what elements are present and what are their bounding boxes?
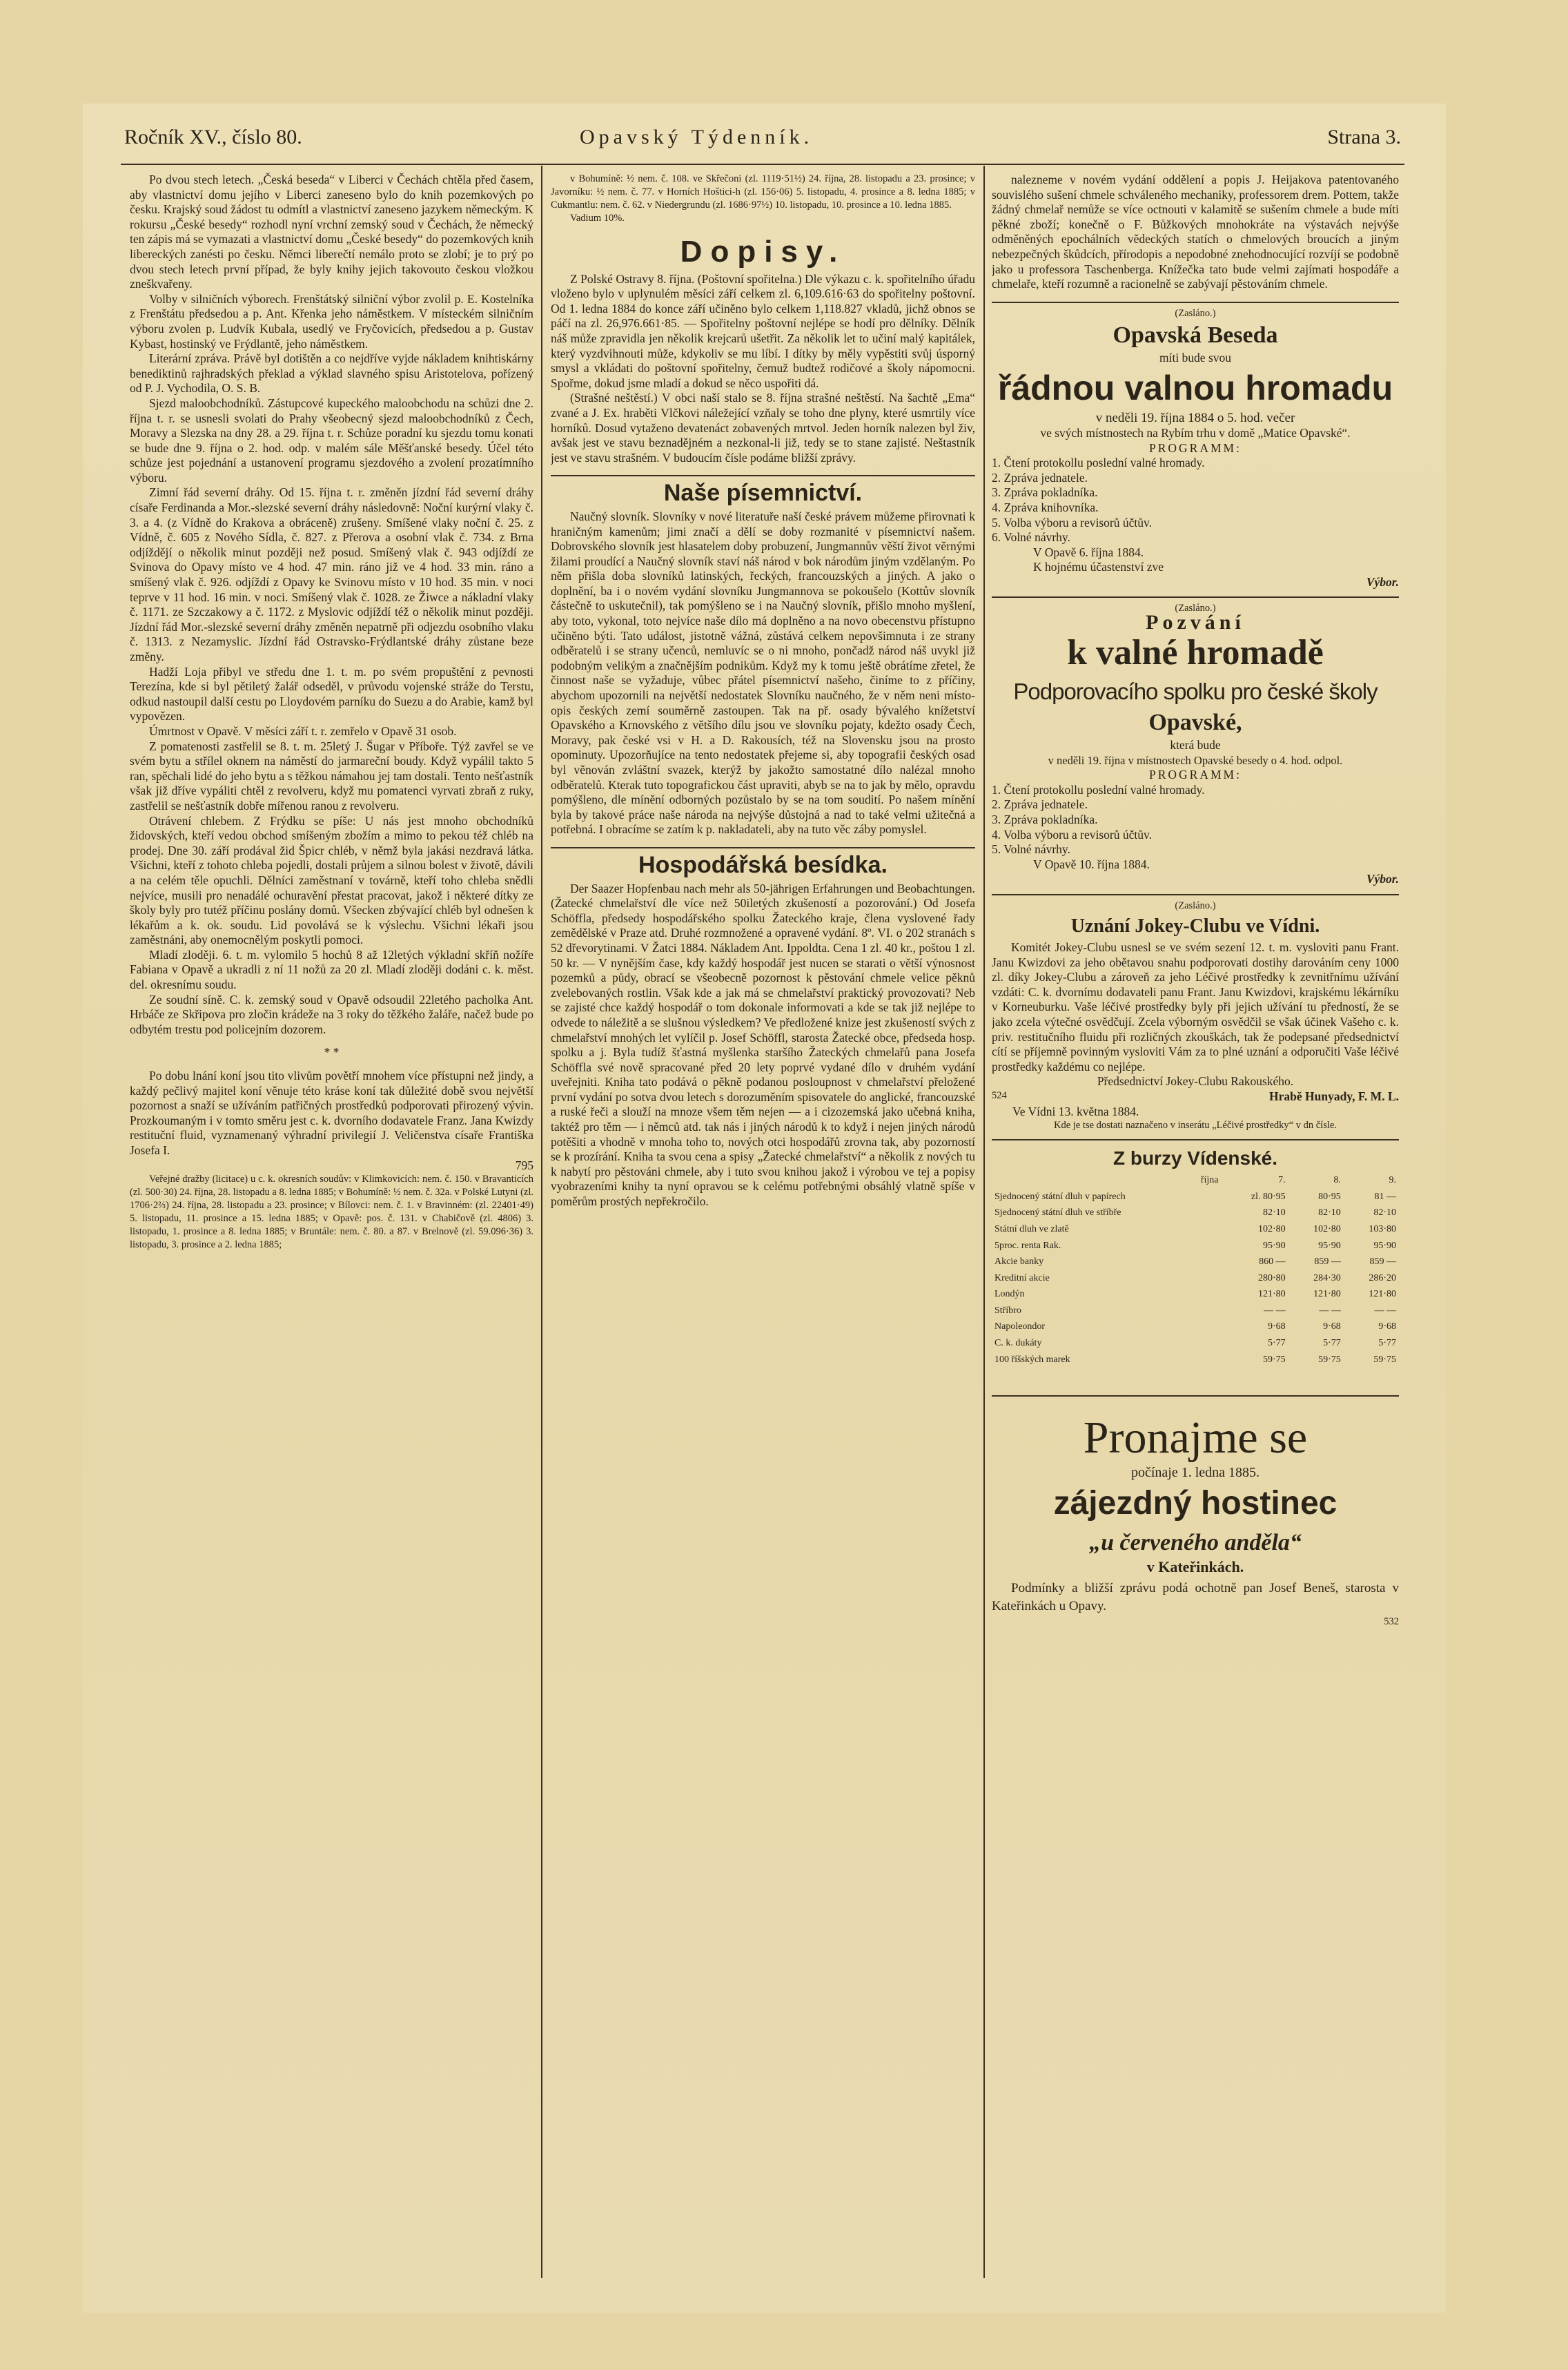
header-rule xyxy=(121,164,1404,165)
ad-line: počínaje 1. ledna 1885. xyxy=(1130,1465,1260,1481)
article-soudni-sin: Ze soudní síně. C. k. zemský soud v Opavě odsoudil 22letého pacholka Ant. Hrbáče ze Skřipova pro zločin krádeže na 3 roky do těžkého žaláře, načež bude po odbytém trestu pod policejním dozorem. xyxy=(130,992,533,1036)
table-cell: Kreditní akcie xyxy=(994,1272,1050,1283)
table-cell: 9·68 xyxy=(1378,1321,1396,1332)
table-row xyxy=(992,1238,1399,1254)
ad-date: V Opavě 6. října 1884. xyxy=(1033,545,1144,559)
section-nase-pisemnictvi: Naše písemnictví. xyxy=(663,480,863,507)
table-row xyxy=(992,1172,1399,1189)
section-rule xyxy=(551,475,975,476)
ad-headline: řádnou valnou hromadu xyxy=(997,369,1393,408)
column-2 xyxy=(551,173,975,2278)
article-naucny-slovnik: Naučný slovník. Slovníky v nové literatuře naší české právem můžeme přirovnati k hraničným kamenům; jimi značí a dělí se doby rozmanité v písemnictví našem. Dobrovského slovník jest hlasatelem doby probuzení, Jungmannův věští život věrnými žilami proudící a Naučný slovník staví náš národ v bok národům jiným vzdělaným. Po něm přišla doba slovníků latinských, řeckých, francouzských a jiných. A jako o doplnění, ba i o novém vydání slovníku Jungmannova se pokoušelo (Kottův slovník částečně to uskutečnil), tak pomýšleno se i na Naučný slovník, přišlo mnoho myšlení, aby toto, vykonal, toto nejvíce naše dílo má doplněno a na novo obecenstvu přístupno učiněno býti. Tato událost, jistotně vážná, zůstává celkem nepovšimnuta i ze strany odběratelů i se strany učenců, nemluvíc se o ni mnoho, pončadž národ náš uvykl již podobným velikým a značnějším podnikům. Když my k tomu ještě obrátíme zřetel, že činnost naše se vyžaduje, vůbec přátel písemnictví našeho, činíme to z příčiny, abychom upozornili na největší nedostatek Slovníku naučného, že v něm neni místo-opis českých zemí souměrně zastoupen. Tak na př. osady bývalého knížetství Opavského a Krnovského z většího dílu jsou ve slovníku pojaty, kdežto osady Čech, Moravy, pak české vsi v H. a D. Rakousích, též na Slovensku jsou na prosto opominuty. Upozorňujíce na tento nedostatek přejeme si, aby topografii českých osad byl věnován zvláštní svazek, kterýž by jakožto samostatné dílo nalézal mnoho odběratelů. Kterak tuto topografickou část upraviti, abyb se na to jak by mělo, opravdu pomýšleno, dle mínění odborných pozůstalo by se na tom soudití. Po našem mínění byla by takové práce naše národa na nejvýše důstojná a nad to také velmi užitečná a potřebná. I obracíme se zatím k p. nakladateli, aby na tuto věc záby pomyslel. xyxy=(551,509,975,837)
ad-headline-2: zájezdný hostinec xyxy=(1053,1484,1337,1522)
article-zimni-rad: Zimní řád severní dráhy. Od 15. října t. r. změněn jízdní řád severní dráhy císaře Ferdinanda a Mor.-slezské severní dráhy následovně: Noční kurýrní vlaky č. 3. a 4. (z Vídně do Krakova a obráceně) zrušeny. Smíšené vlaky noční č. 25. z Vídně, č. 605 z Nového Sídla, č. 827. z Přerova a osobní vlak č. 734. z Brna odjíždějí o několik minut později než posud. Smíšený vlak č. 943 odjíždí ze Svinova do Opavy místo ve 4 hod. 47 min. ráno již ve 4 hod. 33 min. ráno a smíšený vlak č. 926. odjíždí z Opavy ke Svinovu místo v 10 hod. 35 min. v noci teprve v 11 hod. 16 min. v noci. Smíšený vlak č. 1028. ze Žiwce a nákladní vlaky č. 1171. ze Szczakowy a č. 1172. z Myslovic odjíždí též o několik minut později. Jízdní řád Mor.-slezské severní dráhy změněn nepatrně při odjezdu osobního vlaku č. 1313. z Nezamyslic. Jízdní řád Ostravsko-Frýdlantské dráhy zůstane beze změny. xyxy=(130,485,533,663)
page-number: Strana 3. xyxy=(1327,126,1401,148)
table-cell: 82·10 xyxy=(1262,1207,1286,1218)
table-cell: 103·80 xyxy=(1369,1223,1396,1234)
table-cell: — — xyxy=(1319,1305,1341,1316)
program-item: 1. Čtení protokollu poslední valné hromady. xyxy=(992,456,1205,470)
dopis-postovni-sporitelna: Z Polské Ostravy 8. října. (Poštovní spořitelna.) Dle výkazu c. k. spořitelního úřadu vloženo bylo v uplynulém měsíci září celkem zl. 6,109.616·63 do spořitelny poštovní. Od 1. ledna 1884 do konce září učiněno bylo celkem 1,118.827 vkladů, jichž obnos se páčí na zl. 26,976.661·85. — Spořitelny poštovní nejlépe se hodí pro dělníky. Dělník náš může zpravidla jen několik krejcarů ušetřit. Za několik let to učiní malý kapitálek, který vyzdvihnouti může, kdykoliv se mu líbí. I dítky by měly vypěstiti svůj úsporný smysl a vkládati do poštovní spořitelny, čemuž budtež rodičové a školy nápomocni. Spořme, dokud jsme mladí a dokud se něco uspořiti dá. xyxy=(551,271,975,390)
program-item: 4. Volba výboru a revisorů účtův. xyxy=(992,827,1153,842)
table-cell: 100 říšských marek xyxy=(994,1354,1070,1365)
vadium: Vadium 10%. xyxy=(570,213,625,224)
table-cell: 5·77 xyxy=(1378,1338,1396,1349)
table-cell: 860 — xyxy=(1259,1256,1286,1267)
table-row xyxy=(992,1189,1399,1205)
table-cell: C. k. dukáty xyxy=(994,1338,1042,1349)
section-rule xyxy=(551,847,975,848)
article-volby: Volby v silničních výborech. Frenštátský silniční výbor zvolil p. E. Kostelníka z Frenštátu předsedou a p. Ant. Křenka jeho náměstkem. V místeckém silničním výboru zvolen p. Ludvík Kubala, usedlý ve Fryčovicích, předsedou a p. Gustav Kybast, hostinský ve Frýdlantě, jeho náměstkem. xyxy=(130,291,533,351)
ad-text: Komitét Jokey-Clubu usnesl se ve svém sezení 12. t. m. vysloviti panu Frant. Janu Kwizdovi za jeho obětavou snahu podporovati dostihy darováním ceny 1000 zl. díky Jokey-Clubu a zároveň za jeho Léčivé prostředky k zevnitřnímu užívání vzdáti: C. k. dvornímu dodavateli panu Frant. Janu Kwizdovi, krajskému lékárníku v Korneuburku. Vaše léčivé prostředky byly při jejich užívání tu předností, že se jako zcela výtečné osvědčují. Zcela výborným osvědčil se však účinek Vašeho c. k. priv. restitučního fluidu při rozličných zkouškách, tak že podepsané předsednictví cítí se příjemně povinným vysloviti Vám za to plné uznání a odporučiti Vaše léčivé prostředky každému co nejlépe. xyxy=(992,940,1399,1074)
ad-org: Předsednictví Jokey-Clubu Rakouského. xyxy=(1097,1074,1294,1089)
ad-line: v neděli 19. října v místnostech Opavské besedy o 4. hod. odpol. xyxy=(1048,753,1343,767)
program-item: 3. Zpráva pokladníka. xyxy=(992,485,1098,500)
ad-pozvani: Pozvání xyxy=(1146,611,1245,634)
newspaper-title: Opavský Týdenník. xyxy=(580,126,814,148)
table-cell: 9·68 xyxy=(1323,1321,1341,1332)
table-cell: 121·80 xyxy=(1313,1289,1341,1300)
ad-line: která bude xyxy=(1170,738,1221,752)
ad-invite: K hojnému účastenství zve xyxy=(1033,560,1164,574)
zaslano-label: (Zasláno.) xyxy=(1175,900,1216,911)
zaslano-label: (Zasláno.) xyxy=(1175,307,1216,319)
table-row xyxy=(992,1205,1399,1221)
separator-stars: * * xyxy=(324,1045,340,1060)
burza-section xyxy=(992,1139,1399,1368)
ad-opavska-beseda xyxy=(992,302,1399,590)
table-cell: 95·90 xyxy=(1373,1240,1396,1251)
table-cell: 9·68 xyxy=(1267,1321,1286,1332)
hopfenbau-continued: nalezneme v novém vydání oddělení a popis J. Heijakova patentovaného souvislého sušení chmele schváleného mechaniky, professorem drem. Pottem, takže žádný chmelař nemůže se více octnouti v kalamitě se sušením chmele a bude míti pěkné zboží; konečně o F. Bůžkových mnohokráte na výstavách nejvýše odměněných epochálních vědeckých statích o chmelových broucích a jiným nebezpečných škůdcích, přírodopis a nepodobné znehodnocující rozvíjí se podobně jako u professora Taschenberga. Knížečka tato bude velmi zajímati hospodáře a chmelaře, kteří rozumně a racionelně se zabývají pěstováním chmele. xyxy=(992,173,1399,291)
program-item: 6. Volné návrhy. xyxy=(992,530,1070,545)
section-dopisy: Dopisy. xyxy=(680,235,846,269)
burza-title: Z burzy Vídenské. xyxy=(1113,1147,1278,1169)
verejne-drazby: Veřejné dražby (licitace) u c. k. okresních soudův: v Klimkovicích: nem. č. 150. v Bravanticích (zl. 500·30) 24. října, 28. listopadu a 8. ledna 1885; v Bohumíně: ½ nem. č. 32a. v Polské Lutyni (zl. 1706·2⅔) 24. října, 28. listopadu a 23. prosince; v Bílovci: nem. č. 1. v Bravinném: (zl. 22401·49) 5. listopadu, 11. prosince a 15. ledna 1885; v Opavě: pos. č. 131. v Chabičově (zl. 4806) 3. listopadu, 1. prosince a 8. ledna 1885; v Bruntále: nem. č. 80. a 87. v Brelnově (zl. 59.096·36) 3. listopadu, 3. prosince a 2. ledna 1885; xyxy=(130,1174,533,1251)
ad-line: ve svých místnostech na Rybím trhu v domě „Matice Opavské“. xyxy=(1040,425,1351,440)
table-row xyxy=(992,1221,1399,1238)
program-item: 2. Zpráva jednatele. xyxy=(992,797,1088,812)
article-saazer-hopfenbau: Der Saazer Hopfenbau nach mehr als 50-jährigen Erfahrungen und Beobachtungen. (Žatecké chmelařství dle více než 50iletých zkušeností a pozorování.) Od Josefa Schöffla, předsedy hospodářského spolku Žateckého kraje, člena vyslovené řady zemědělské v Praze atd. Druhé rozmnožené a opravené vydání. 8º. VI. o 202 stranách s 52 dřevorytinami. V Žatci 1884. Nákladem Ant. Ippoldta. Cena 1 zl. 40 kr., poštou 1 zl. 50 kr. — V nynějším čase, kdy každý hospodář jest nucen se starati o větší výnosnost pozemků a půdy, obrací se všeobecně pozornost k pěstování chmele velice pěknů zvelebovaných rostlin. Však kde a jak má se chmelařství praktický provozovati? Neb se zajisté chce každý hospodář o tom dokonale informovati a kde se tak již nejlépe to odvede to náležitě a se slušnou výsledkem? Ve předložené knize jest zkušeností svých z chmelařství mnohých let vylíčil p. Josef Schöffl, starosta Žatecké obce, předseda hosp. spolku a j. Byla tudíž šťastná myšlenka staršího Žateckých chmelařů pana Josefa Schöffla své nově spracované před 20 lety poprvé vydané dílo v druhém vydání uveřejniti. Kniha tato podává o pěkně podanou posloupnost v chmelařství přeložené první vydání po sotva dvou letech s dorozuměním spisovatele do anglické, francouzské a ruské řeči a slouží na mnoze všem těm nejen — a i cizozemská jako učebná kniha, taktéž pro těm — i němců atd. tak nás i jiných národů k to když i nejen jiných národů potěšiti a vhodně v mnoha toho to, nových otci hospodářů zrovna tak, aby pozorností se k prozírání. Kniha ta svou cena a spisy „Žatecké chmelařství“ a několik z nových tu k nabytí pro pěstováni chmele, aby i tuto svou knihou jakož i výrobou ve tej a popisy vyobrazeními knihy ta nyní opravou se k celému potřebnými obsáhlý vlatně spíše v poměrům prostých nepřekročilo. xyxy=(551,881,975,1209)
zaslano-label: (Zasláno.) xyxy=(1175,603,1216,614)
table-cell: Napoleondor xyxy=(994,1321,1046,1332)
ad-number: 524 xyxy=(992,1089,1007,1101)
table-cell: 9. xyxy=(1389,1175,1396,1186)
table-cell: 8. xyxy=(1333,1175,1341,1186)
ad-headline: Pronajme se xyxy=(1083,1412,1308,1464)
table-cell: Stříbro xyxy=(994,1305,1021,1316)
table-cell: Akcie banky xyxy=(994,1256,1044,1267)
article-po-dvou-stech-letech: Po dvou stech letech. „Česká beseda“ v Liberci v Čechách chtěla před časem, aby vlastnictví domu jejího v Liberci zaneseno bylo do knih pozemkových po česku. Krajský soud žádost tu odmítl a vlastnictví zaneseno jazykem německým. K rokursu „České besedy“ rozhodl nyní vrchní zemský soud v Čechách, že německý ten zápis má se vymazati a vlastnictví domu „České besedy“ do pozemkových knih libereckých zanésti po česku. Němci liberečtí nemálo proto se zlobí; je to prý po dvou stech letech první případ, že byly knihy jejich takovouto českou vložkou zneškvařeny. xyxy=(130,173,533,291)
table-cell: 95·90 xyxy=(1318,1240,1341,1251)
program-item: 2. Zpráva jednatele. xyxy=(992,470,1088,485)
table-cell: 59·75 xyxy=(1262,1354,1286,1365)
ad-signature: Výbor. xyxy=(1366,574,1399,589)
table-row xyxy=(992,1254,1399,1270)
ad-hotel-name: „u červeného anděla“ xyxy=(1089,1529,1302,1555)
table-cell: 5·77 xyxy=(1267,1338,1286,1349)
table-cell: 121·80 xyxy=(1369,1289,1396,1300)
ad-signature: Výbor. xyxy=(1366,872,1399,886)
column-divider-1 xyxy=(541,166,542,2278)
article-mladi-zlodeji: Mladí zloději. 6. t. m. vylomilo 5 hochů 8 až 12letých výkladní skříň nožíře Fabiana v Opavě a ukradli z ní 11 nožů za 20 zl. Mladí zloději dodáni c. k. měst. del. okresnímu soudu. xyxy=(130,947,533,992)
ad-place: v Kateřinkách. xyxy=(1146,1557,1244,1575)
table-row xyxy=(992,1270,1399,1287)
table-row xyxy=(992,1303,1399,1319)
program-item: 4. Zpráva knihovníka. xyxy=(992,500,1099,514)
table-cell: 5·77 xyxy=(1323,1338,1341,1349)
program-item: 5. Volba výboru a revisorů účtův. xyxy=(992,515,1153,530)
table-cell: 286·20 xyxy=(1369,1272,1396,1283)
page-header xyxy=(124,126,1401,160)
ad-jokey-club xyxy=(992,894,1399,1132)
article-literarni-zprava: Literární zpráva. Právě byl dotištěn a co nejdříve vyjde nákladem knihtiskárny benediktinů rajhradských překlad a výklad slavného spisu Aristotelova, pořízený od P. J. Vychodila, O. S. B. xyxy=(130,351,533,396)
table-cell: 95·90 xyxy=(1262,1240,1286,1251)
ad-date: Ve Vídni 13. května 1884. xyxy=(1012,1104,1139,1118)
table-cell: 7. xyxy=(1278,1175,1286,1186)
table-cell: 102·80 xyxy=(1313,1223,1341,1234)
table-cell: — — xyxy=(1374,1305,1396,1316)
table-cell: 82·10 xyxy=(1373,1207,1396,1218)
article-sjezd: Sjezd maloobchodníků. Zástupcové kupeckého maloobchodu na schůzi dne 2. října t. r. se usnesli svolati do Prahy všeobecný sjezd maloobchodníků z Čech, Moravy a Slezska na dny 28. a 29. října t. r. Schůze poradní ku sjezdu tomu konati se bude dne 9. října o 2. hod. odp. v malém sále Měšťanské besedy. Účel této schůze jest pojednání a ustanovení programu sjezdového a zvolení prozatímního výboru. xyxy=(130,396,533,485)
table-cell: Sjednocený státní dluh ve stříbře xyxy=(994,1207,1121,1218)
table-row xyxy=(992,1286,1399,1303)
column-1 xyxy=(130,173,533,2278)
dopis-strasne-nestesti: (Strašné neštěstí.) V obci naší stalo se 8. října strašné neštěstí. Na šachtě „Ema“ zvané a J. Ex. hraběti Vlčkovi náležející vzňaly se toho dne plyny, které usmrtily více horníků. Dosud vytaženo devatenáct zobavených mrtvol. Jeden horník nalezen byl živ, avšak jest ve stavu beznadějném a nezkonal-li již, tedy se to stane zajisté. Neštastník jest ve stavu strašném. V budoucím čísle podáme bližší zprávy. xyxy=(551,391,975,465)
ad-line: v neděli 19. října 1884 o 5. hod. večer xyxy=(1095,411,1295,426)
table-cell: Londýn xyxy=(994,1289,1025,1300)
ad-org-name: Opavská Beseda xyxy=(1113,322,1278,348)
article-kwizda-fluid: Po dobu lnání koní jsou tito vlivům povětří mnohem více přístupni než jindy, a každý pečlivý majitel koní věnuje této kráse koní tak důležité době svou největší pozornost a snaží se užíváním patřičných prostředků podporovati přirozený vývin. Prozkoumaným i v tomto směru jest c. k. dvorního dodavatele Franz. Jana Kwizdy restituční fluid, vyznamenaný výhradní privilegií J. Veličenstva císaře Františka Josefa I. xyxy=(130,1069,533,1157)
table-row xyxy=(992,1335,1399,1352)
table-cell: 80·95 xyxy=(1318,1191,1341,1202)
column-3 xyxy=(992,173,1399,2278)
ad-note: Kde je tse dostati naznačeno v inserátu „Léčivé prostředky“ v dn čísle. xyxy=(1054,1120,1337,1131)
section-hospodarska-besidka: Hospodářská besídka. xyxy=(638,851,888,878)
program-label: PROGRAMM: xyxy=(1149,768,1242,782)
ad-title: Uznání Jokey-Clubu ve Vídni. xyxy=(1070,915,1320,937)
table-cell: 121·80 xyxy=(1257,1289,1286,1300)
article-z-pomatenosti: Z pomatenosti zastřelil se 8. t. m. 25letý J. Šugar v Příboře. Týž zavřel se ve svém bytu a střílel oknem na náměstí do jarmareční boudy. Když vypálil takto 5 ran, spěchali lidé do jeho bytu a s těžkou námahou jej tam dostali. Tento nešťastník však již dříve vypáliti chtěl z revolveru, když mu pomatenci vyrvati zbraň z ruky, zastřelil se nešťastník dobře mířenou ranou z revolveru. xyxy=(130,739,533,813)
table-row xyxy=(992,1319,1399,1335)
table-cell: 59·75 xyxy=(1373,1354,1396,1365)
table-cell: 280·80 xyxy=(1257,1272,1286,1283)
program-item: 3. Zpráva pokladníka. xyxy=(992,813,1098,827)
ad-text: Podmínky a bližší zprávu podá ochotně pan Josef Beneš, starosta v Kateřinkách u Opavy. xyxy=(992,1581,1399,1614)
article-otraveni: Otrávení chlebem. Z Frýdku se píše: U nás jest mnoho obchodníků židovských, kteří vedou obchod smíšeným zbožím a mimo to pekou též chléb na prodej. Dne 30. září prodával žid Špicr chléb, v němž byla jakási nezdravá látka. Všichni, kteří z tohoto chleba pojedli, dostali průjem a silnou bolest v životě, dávili a na celém těle opuchli. Dělníci zaměstnaní v továrně, kteří toho chleba snědli nejvíce, musili pro nenadálé ochuravění přestat pracovat, jakož i některé dítky ze školy byly pro tutéž příčinu poslány domů. Všecken zbývající chléb byl odnešen k lékařům a k. ok. soudu. Lid povolává se k výslechu. Všichni lékaři jsou zaměstnáni, aby onemocnělým poskytli pomoci. xyxy=(130,813,533,947)
table-cell: 859 — xyxy=(1314,1256,1341,1267)
ad-podporovaci-spolek xyxy=(992,596,1399,887)
program-item: 1. Čtení protokollu poslední valné hromady. xyxy=(992,782,1205,797)
burza-table xyxy=(992,1172,1399,1368)
table-row xyxy=(992,1352,1399,1368)
ad-headline: k valné hromadě xyxy=(1067,633,1324,673)
table-cell: 81 — xyxy=(1374,1191,1396,1202)
ad-date: V Opavě 10. října 1884. xyxy=(1033,857,1150,871)
article-hadzi-loja: Hadží Loja přibyl ve středu dne 1. t. m. po svém propuštění z pevnosti Terezína, kde si byl pětiletý žalář odseděl, v průvodu vojenské stráže do Terstu, odkud nastoupil další cestu po Lloydovém parníku do Suezu a do Arabie, kamž byl vypovězen. xyxy=(130,664,533,723)
ad-pronajme-se xyxy=(992,1395,1399,1629)
table-cell: 59·75 xyxy=(1318,1354,1341,1365)
ad-line: Opavské, xyxy=(1148,710,1242,736)
ad-signer: Hrabě Hunyady, F. M. L. xyxy=(1269,1089,1399,1103)
table-cell: — — xyxy=(1264,1305,1286,1316)
table-cell: 102·80 xyxy=(1257,1223,1286,1234)
table-cell: 859 — xyxy=(1369,1256,1396,1267)
column-divider-2 xyxy=(983,166,985,2278)
table-cell: 5proc. renta Rak. xyxy=(994,1240,1061,1251)
ad-number: 532 xyxy=(1384,1616,1399,1628)
table-cell: 82·10 xyxy=(1318,1207,1341,1218)
program-item: 5. Volné návrhy. xyxy=(992,842,1070,857)
ad-line: míti bude svou xyxy=(1159,350,1232,365)
ad-org-name: Podporovacího spolku pro české školy xyxy=(1013,679,1378,705)
issue-number: Ročník XV., číslo 80. xyxy=(124,126,302,148)
table-cell: Státní dluh ve zlatě xyxy=(994,1223,1069,1234)
table-cell: Sjednocený státní dluh v papírech xyxy=(994,1191,1126,1202)
article-umrtnost: Úmrtnost v Opavě. V měsíci září t. r. zemřelo v Opavě 31 osob. xyxy=(149,723,457,738)
table-cell: zl. 80·95 xyxy=(1251,1191,1286,1202)
table-cell: října xyxy=(1200,1175,1219,1186)
table-cell: 284·30 xyxy=(1313,1272,1341,1283)
ad-number: 795 xyxy=(515,1158,533,1172)
drazby-continued: v Bohumíně: ½ nem. č. 108. ve Skřečoni (zl. 1119·51½) 24. října, 28. listopadu a 23. prosince; v Javorníku: ½ nem. č. 77. v Horních Hoštici-h (zl. 156·06) 5. listopadu, 4. prosince a 8. ledna 1885; v Cukmantlu: nem. č. 62. v Niedergrundu (zl. 1686·97½) 10. listopadu, 10. prosince a 10. ledna 1885. xyxy=(551,173,975,211)
program-label: PROGRAMM: xyxy=(1149,440,1242,455)
